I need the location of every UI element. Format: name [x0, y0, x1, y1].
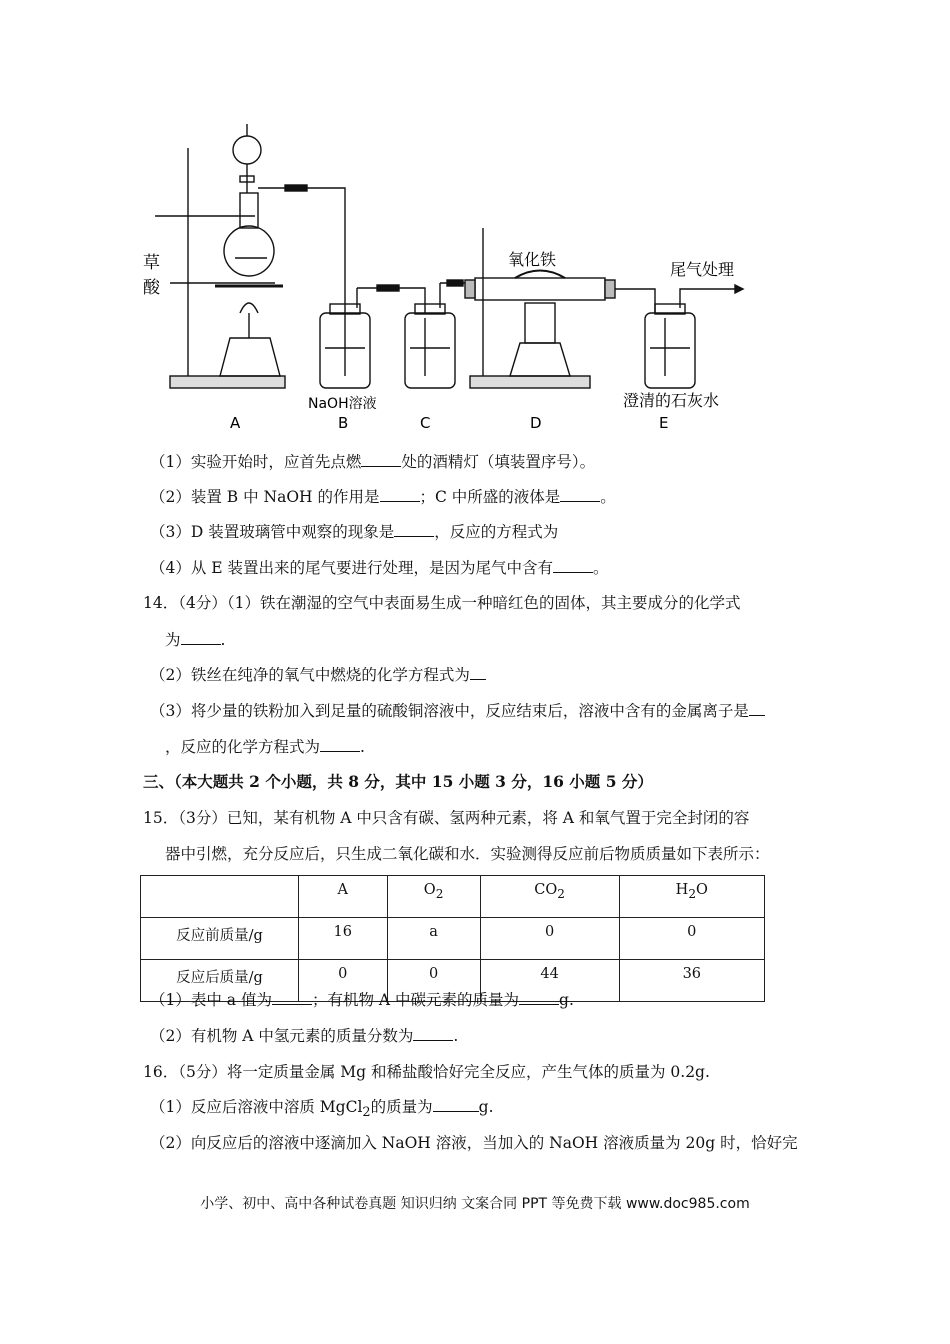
- q15-part2: （2）有机物 A 中氢元素的质量分数为 .: [150, 1027, 459, 1045]
- apparatus-diagram: [135, 108, 755, 438]
- q13-part1: （1）实验开始时，应首先点燃 处的酒精灯（填装置序号）。: [150, 453, 596, 471]
- q14-part2: （2）铁丝在纯净的氧气中燃烧的化学方程式为: [150, 665, 486, 685]
- q13-part3: （3）D 装置玻璃管中观察的现象是 ，反应的方程式为: [150, 523, 559, 541]
- table-cell: 0: [299, 960, 388, 1002]
- q16-part1: （1）反应后溶液中溶质 MgCl$_2$的质量为 g.: [150, 1098, 494, 1121]
- table-cell: $H_2O$: [619, 876, 764, 918]
- label-C: C: [420, 414, 431, 432]
- table-cell: $CO_2$: [480, 876, 619, 918]
- q16-part2: （2）向反应后的溶液中逐滴加入 NaOH 溶液，当加入的 NaOH 溶液质量为 20g 时，恰好完: [150, 1134, 798, 1152]
- answer-blank: [394, 522, 434, 537]
- answer-blank: [470, 665, 486, 680]
- label-D: D: [530, 414, 542, 432]
- table-cell: 0: [619, 918, 764, 960]
- page-footer: 小学、初中、高中各种试卷真题 知识归纳 文案合同 PPT 等免费下载 www.doc985.com: [200, 1196, 750, 1212]
- table-cell: 反应后质量/g: [141, 960, 299, 1002]
- table-cell: a: [387, 918, 480, 960]
- q13-part2: （2）装置 B 中 NaOH 的作用是 ；C 中所盛的液体是 。: [150, 488, 616, 506]
- q15-line1: 15．（3分）已知，某有机物 A 中只含有碳、氢两种元素，将 A 和氧气置于完全封闭的容: [143, 809, 750, 827]
- label-iron-oxide: 氧化铁: [508, 250, 557, 269]
- label-suan: 酸: [143, 278, 160, 298]
- q13-part4: （4）从 E 装置出来的尾气要进行处理，是因为尾气中含有 。: [150, 559, 609, 577]
- q15-line2: 器中引燃，充分反应后，只生成二氧化碳和水．实验测得反应前后物质质量如下表所示：: [165, 845, 770, 863]
- table-cell: 44: [480, 960, 619, 1002]
- q14-part3-cont: ，反应的化学方程式为 .: [165, 738, 365, 756]
- label-cao: 草: [143, 253, 160, 273]
- table-cell: A: [299, 876, 388, 918]
- answer-blank: [519, 990, 559, 1005]
- table-cell: 36: [619, 960, 764, 1002]
- mass-table: [140, 875, 765, 1002]
- answer-blank: [361, 452, 401, 467]
- answer-blank: [181, 630, 221, 645]
- answer-blank: [413, 1026, 453, 1041]
- answer-blank: [560, 487, 600, 502]
- label-tail-gas: 尾气处理: [670, 260, 735, 279]
- label-B: B: [338, 414, 349, 432]
- answer-blank: [272, 990, 312, 1005]
- q16-line1: 16．（5分）将一定质量金属 Mg 和稀盐酸恰好完全反应，产生气体的质量为 0.2g.: [143, 1063, 710, 1081]
- table-cell: 0: [387, 960, 480, 1002]
- table-cell: 0: [480, 918, 619, 960]
- table-cell: [141, 876, 299, 918]
- q14-part3: （3）将少量的铁粉加入到足量的硫酸铜溶液中，反应结束后，溶液中含有的金属离子是: [150, 701, 765, 721]
- label-E: E: [659, 414, 669, 432]
- label-limewater: 澄清的石灰水: [623, 391, 720, 410]
- q14-line1: 14．（4分）（1）铁在潮湿的空气中表面易生成一种暗红色的固体，其主要成分的化学式: [143, 594, 741, 612]
- section-three-heading: 三、（本大题共 2 个小题，共 8 分，其中 15 小题 3 分，16 小题 5 分）: [143, 772, 653, 791]
- table-cell: $O_2$: [387, 876, 480, 918]
- q14-line2: 为 .: [165, 631, 226, 649]
- answer-blank: [380, 487, 420, 502]
- table-header-row: [141, 876, 765, 918]
- table-cell: 反应前质量/g: [141, 918, 299, 960]
- label-A: A: [230, 414, 241, 432]
- answer-blank: [433, 1097, 479, 1112]
- answer-blank: [553, 558, 593, 573]
- label-naoh: NaOH溶液: [308, 396, 377, 412]
- answer-blank: [749, 701, 765, 716]
- q15-part1: （1）表中 a 值为 ；有机物 A 中碳元素的质量为 g.: [150, 991, 574, 1009]
- table-cell: 16: [299, 918, 388, 960]
- table-row: [141, 918, 765, 960]
- answer-blank: [320, 737, 360, 752]
